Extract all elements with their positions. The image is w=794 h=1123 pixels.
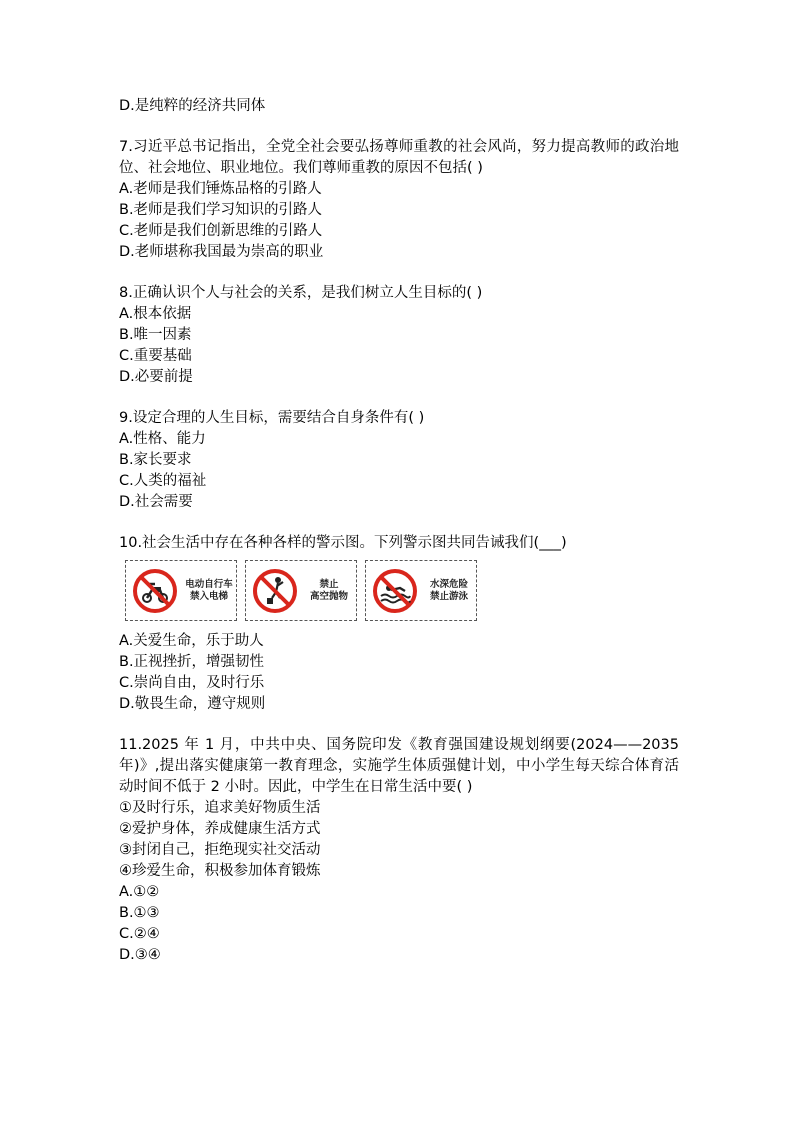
question-10 — [119, 533, 679, 715]
question-stem: 8.正确认识个人与社会的关系，是我们树立人生目标的( ) — [119, 285, 483, 301]
question-7 — [119, 137, 679, 263]
warning-sign-e-bike — [125, 560, 237, 621]
option-a: A.关爱生命，乐于助人 — [119, 633, 264, 649]
exam-page — [119, 96, 679, 986]
option-d: D.是纯粹的经济共同体 — [119, 98, 266, 114]
no-throwing-icon — [252, 568, 298, 614]
option-b: B.①③ — [119, 905, 160, 921]
question-stem: 11.2025 年 1 月，中共中央、国务院印发《教育强国建设规划纲要(2024——2035 年)》,提出落实健康第一教育理念，实施学生体质强健计划，中小学生每天综合体育活动时间不低于 2 小时。因此，中学生在日常生活中要( ) — [119, 737, 679, 795]
option-a: A.①② — [119, 884, 160, 900]
option-a: A.根本依据 — [119, 306, 192, 322]
question-6-tail — [119, 96, 679, 117]
option-a: A.老师是我们锤炼品格的引路人 — [119, 181, 322, 197]
option-b: B.老师是我们学习知识的引路人 — [119, 202, 323, 218]
question-stem: 9.设定合理的人生目标，需要结合自身条件有( ) — [119, 410, 425, 426]
warning-signs — [125, 560, 679, 621]
warning-sign-throwing — [245, 560, 357, 621]
option-d: D.社会需要 — [119, 494, 193, 510]
option-d: D.必要前提 — [119, 369, 193, 385]
statement-1: ①及时行乐，追求美好物质生活 — [119, 800, 321, 816]
option-d: D.③④ — [119, 947, 161, 963]
statement-4: ④珍爱生命，积极参加体育锻炼 — [119, 863, 321, 879]
option-c: C.重要基础 — [119, 348, 192, 364]
warning-sign-swimming — [365, 560, 477, 621]
option-a: A.性格、能力 — [119, 431, 206, 447]
sign-label-line1: 水深危险 — [429, 578, 468, 590]
option-c: C.老师是我们创新思维的引路人 — [119, 223, 323, 239]
question-stem: 7.习近平总书记指出，全党全社会要弘扬尊师重教的社会风尚，努力提高教师的政治地位、社会地位、职业地位。我们尊师重教的原因不包括( ) — [119, 139, 679, 176]
option-c: C.人类的福祉 — [119, 473, 207, 489]
sign-label-line2: 禁入电梯 — [189, 590, 228, 602]
sign-label-line1: 禁止 — [319, 578, 339, 590]
option-c: C.②④ — [119, 926, 160, 942]
option-b: B.家长要求 — [119, 452, 192, 468]
option-b: B.正视挫折，增强韧性 — [119, 654, 265, 670]
question-9 — [119, 408, 679, 513]
question-11 — [119, 735, 679, 966]
no-e-bike-icon — [132, 568, 178, 614]
statement-3: ③封闭自己，拒绝现实社交活动 — [119, 842, 321, 858]
sign-label-line2: 高空抛物 — [309, 590, 348, 602]
sign-label-line1: 电动自行车 — [185, 578, 233, 590]
statement-2: ②爱护身体，养成健康生活方式 — [119, 821, 321, 837]
option-b: B.唯一因素 — [119, 327, 192, 343]
option-d: D.敬畏生命，遵守规则 — [119, 696, 266, 712]
option-c: C.崇尚自由，及时行乐 — [119, 675, 265, 691]
no-swimming-icon — [372, 568, 418, 614]
option-d: D.老师堪称我国最为崇高的职业 — [119, 244, 324, 260]
question-8 — [119, 283, 679, 388]
question-stem: 10.社会生活中存在各种各样的警示图。下列警示图共同告诫我们(___) — [119, 535, 567, 551]
sign-label-line2: 禁止游泳 — [429, 590, 468, 602]
